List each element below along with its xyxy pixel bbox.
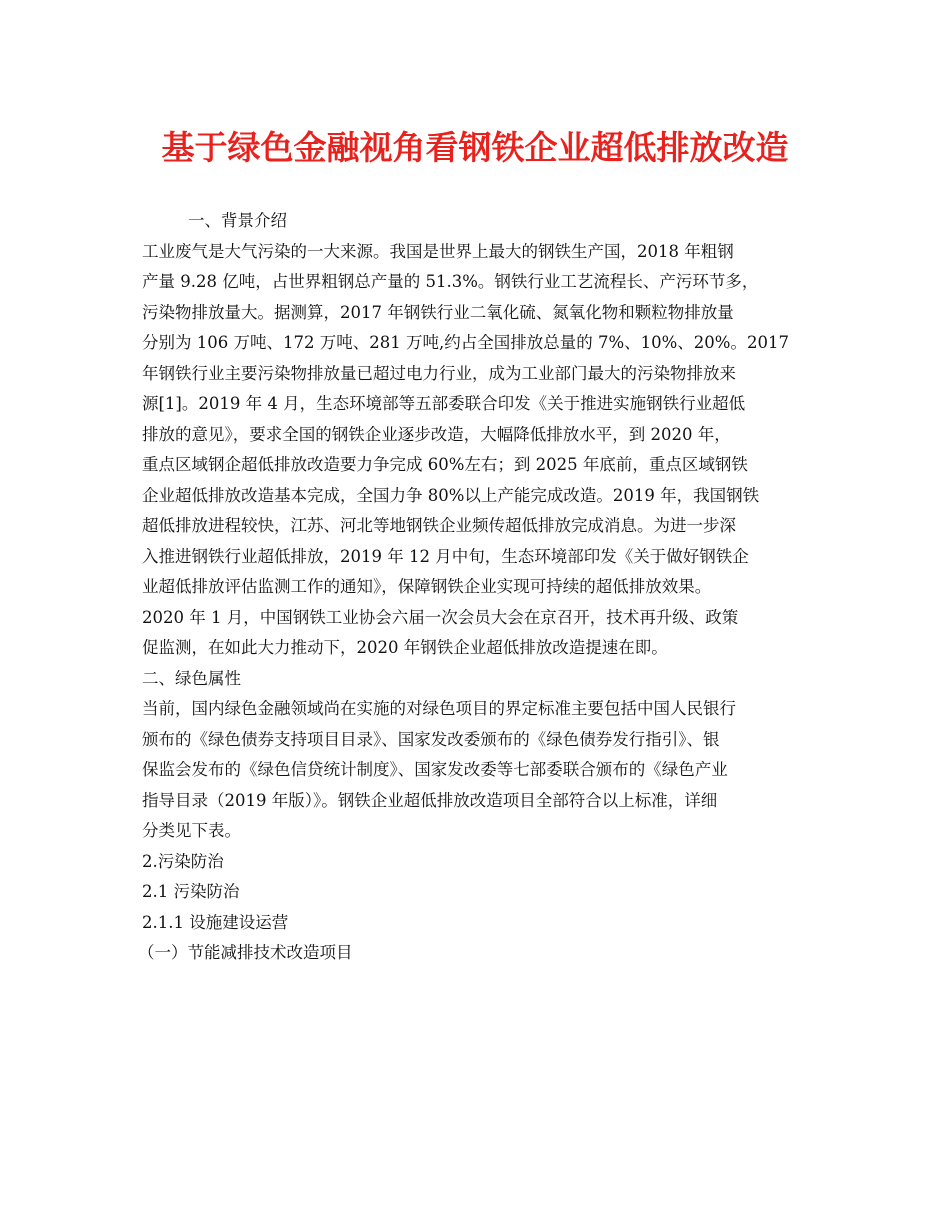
paragraph-line: 分类见下表。	[142, 821, 241, 840]
section-heading-background: 一、背景介绍	[188, 211, 287, 230]
heading-2-1-1: 2.1.1 设施建设运营	[142, 912, 289, 932]
paragraph-line: 分别为 106 万吨、172 万吨、281 万吨,约占全国排放总量的 7%、10%、20%。2017	[142, 333, 789, 352]
document-title: 基于绿色金融视角看钢铁企业超低排放改造	[161, 128, 789, 167]
paragraph-line: 重点区域钢企超低排放改造要力争完成 60%左右；到 2025 年底前，重点区域钢铁	[142, 455, 748, 474]
heading-item-1: （一）节能减排技术改造项目	[138, 943, 353, 962]
paragraph-line: 产量 9.28 亿吨，占世界粗钢总产量的 51.3%。钢铁行业工艺流程长、产污环节多，	[142, 272, 759, 291]
heading-2-1: 2.1 污染防治	[142, 882, 240, 901]
paragraph-line: 企业超低排放改造基本完成，全国力争 80%以上产能完成改造。2019 年，我国钢铁	[142, 485, 760, 505]
section-heading-green-attributes: 二、绿色属性	[142, 668, 241, 688]
paragraph-line: 业超低排放评估监测工作的通知》，保障钢铁企业实现可持续的超低排放效果。	[142, 577, 712, 596]
paragraph-line: 指导目录（2019 年版）》。钢铁企业超低排放改造项目全部符合以上标准，详细	[142, 790, 718, 810]
paragraph-line: 超低排放进程较快，江苏、河北等地钢铁企业频传超低排放完成消息。为进一步深	[142, 516, 736, 535]
paragraph-line: 当前，国内绿色金融领域尚在实施的对绿色项目的界定标准主要包括中国人民银行	[142, 699, 736, 718]
paragraph-line: 2020 年 1 月，中国钢铁工业协会六届一次会员大会在京召开，技术再升级、政策	[142, 607, 739, 627]
paragraph-line: 促监测，在如此大力推动下，2020 年钢铁企业超低排放改造提速在即。	[142, 638, 668, 657]
paragraph-line: 排放的意见》，要求全国的钢铁企业逐步改造，大幅降低排放水平，到 2020 年，	[142, 424, 731, 444]
document-body	[138, 206, 822, 969]
paragraph-line: 保监会发布的《绿色信贷统计制度》、国家发改委等七部委联合颁布的《绿色产业	[142, 760, 728, 779]
paragraph-line: 污染物排放量大。据测算，2017 年钢铁行业二氧化硫、氮氧化物和颗粒物排放量	[142, 302, 734, 322]
paragraph-line: 入推进钢铁行业超低排放，2019 年 12 月中旬，生态环境部印发《关于做好钢铁企	[142, 546, 749, 566]
paragraph-line: 颁布的《绿色债券支持项目目录》、国家发改委颁布的《绿色债券发行指引》、银	[142, 729, 720, 749]
paragraph-line: 年钢铁行业主要污染物排放量已超过电力行业，成为工业部门最大的污染物排放来	[142, 363, 736, 383]
heading-2: 2.污染防治	[142, 851, 224, 871]
paragraph-line: 工业废气是大气污染的一大来源。我国是世界上最大的钢铁生产国，2018 年粗钢	[142, 241, 734, 261]
paragraph-line: 源[1]。2019 年 4 月，生态环境部等五部委联合印发《关于推进实施钢铁行业超低	[142, 394, 746, 413]
